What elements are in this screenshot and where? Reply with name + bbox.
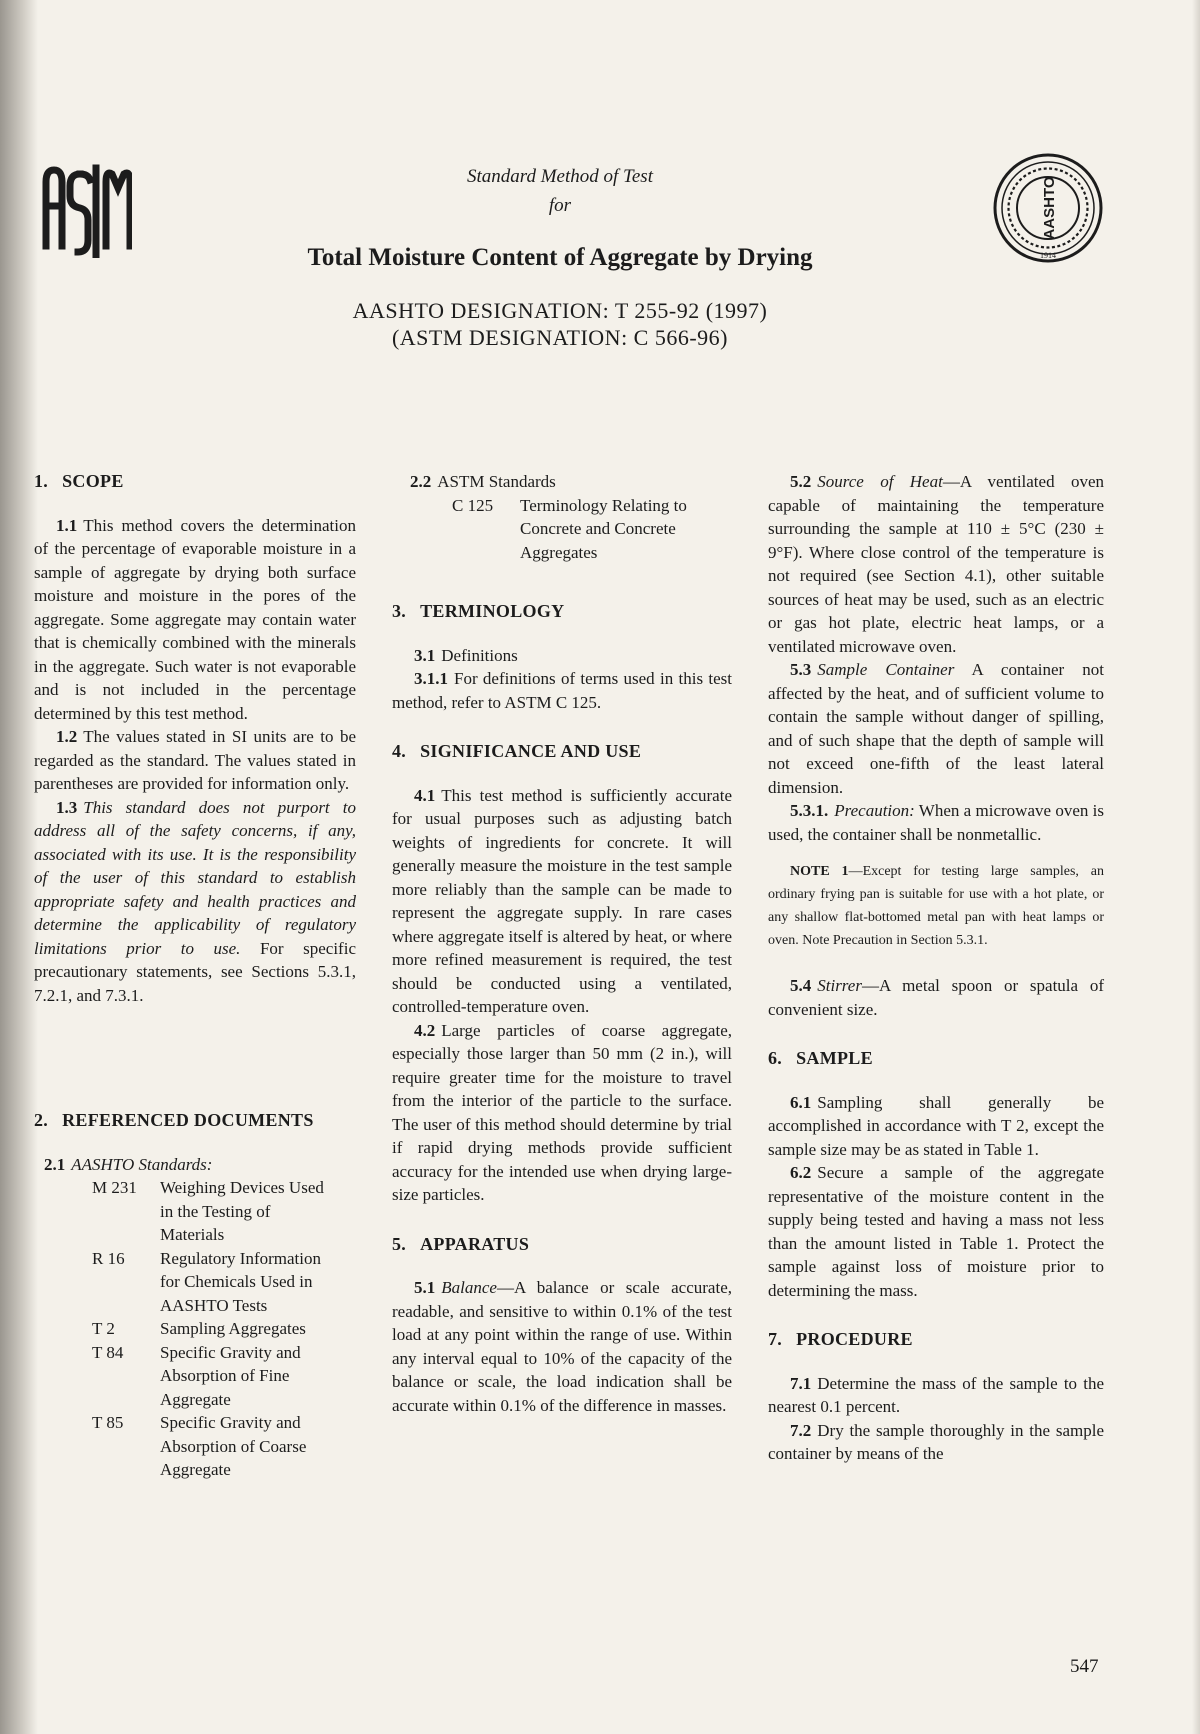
reference-description: Weighing Devices Used in the Testing of Materials <box>160 1178 324 1244</box>
list-item <box>92 1176 356 1247</box>
reference-description: Specific Gravity and Absorption of Coarse Aggregate <box>160 1413 307 1479</box>
section-heading-referenced-documents: 2. REFERENCED DOCUMENTS <box>34 1110 314 1130</box>
binding-shadow <box>0 0 38 1734</box>
paragraph-4-2: 4.2 Large particles of coarse aggregate, especially those larger than 50 mm (2 in.), will require greater time for the moisture to travel from the interior of the particle to the surface. The user of this method should determine by trial if rapid drying methods provide sufficient accuracy for the intended use when drying large-size particles. <box>392 1020 732 1204</box>
svg-text:1914: 1914 <box>1040 251 1056 260</box>
list-item: C 125 Terminology Relating to Concrete and Concrete Aggregates <box>452 495 687 562</box>
svg-text:AASHTO: AASHTO <box>1041 176 1058 240</box>
document-title: Total Moisture Content of Aggregate by Drying <box>307 244 813 271</box>
paragraph-5-2: 5.2 Source of Heat—A ventilated oven capable of maintaining the temperature surrounding the sample at 110 ± 5°C (230 ± 9°F). Where close control of the temperature is not required (see Section 4.1), other suitable sources of heat may be used, such as an electric or gas hot plate, electric heat lamps, or a ventilated microwave oven. <box>768 472 1104 656</box>
paragraph-2-2: 2.2 ASTM Standards <box>410 472 556 491</box>
paragraph-7-1: 7.1 Determine the mass of the sample to the nearest 0.1 percent. <box>768 1373 1104 1416</box>
list-item <box>92 1317 356 1341</box>
section-heading-sample: 6. SAMPLE <box>768 1048 873 1068</box>
section-heading-apparatus: 5. APPARATUS <box>392 1233 530 1254</box>
paragraph-1-2: 1.2 The values stated in SI units are to be regarded as the standard. The values stated in parentheses are provided for information only. <box>34 727 356 793</box>
page-number: 547 <box>1070 1656 1099 1677</box>
reference-description: Regulatory Information for Chemicals Used in AASHTO Tests <box>160 1248 321 1315</box>
aashto-designation: AASHTO DESIGNATION: T 255-92 (1997) <box>352 298 768 323</box>
aashto-standards-block <box>34 1153 356 1482</box>
paragraph-2-1: 2.1 AASHTO Standards: <box>44 1154 213 1174</box>
section-heading-scope: 1. SCOPE <box>34 471 124 491</box>
aashto-reference-list <box>44 1176 356 1482</box>
subtitle-standard-method: Standard Method of Test <box>467 166 653 187</box>
paragraph-6-2: 6.2 Secure a sample of the aggregate representative of the moisture content in the supply being tested and having a mass not less than the amount listed in Table 1. Protect the sample against loss of moisture prior to determining the mass. <box>768 1163 1104 1300</box>
paragraph-7-2: 7.2 Dry the sample thoroughly in the sample container by means of the <box>768 1420 1104 1463</box>
paragraph-5-4: 5.4 Stirrer—A metal spoon or spatula of convenient size. <box>768 976 1104 1019</box>
astm-logo <box>40 160 132 258</box>
reference-code: T 85 <box>92 1413 124 1432</box>
section-heading-significance: 4. SIGNIFICANCE AND USE <box>392 741 642 761</box>
paragraph-5-3: 5.3 Sample Container A container not affected by the heat, and of sufficient volume to contain the sample without danger of spilling, and of such shape that the depth of sample will not exceed one-fifth of the least lateral dimension. <box>768 660 1104 797</box>
list-item <box>92 1341 356 1412</box>
section-heading-procedure: 7. PROCEDURE <box>768 1329 913 1349</box>
list-item <box>92 1247 356 1318</box>
reference-description: Specific Gravity and Absorption of Fine Aggregate <box>160 1342 301 1409</box>
list-item <box>92 1411 356 1482</box>
aashto-seal <box>992 152 1104 264</box>
paragraph-1-1: 1.1 This method covers the determination of the percentage of evaporable moisture in a sample of aggregate by drying both surface moisture and moisture in the pores of the aggregate. Some aggregate may contain water that is chemically combined with the minerals in the aggregate. Such water is not evaporable and is not included in the percentage determined by this test method. <box>34 515 356 723</box>
column-left <box>34 470 356 1482</box>
reference-code: M 231 <box>92 1178 137 1197</box>
paragraph-3-1-1: 3.1.1 For definitions of terms used in this test method, refer to ASTM C 125. <box>392 669 732 712</box>
reference-code: T 84 <box>92 1342 124 1362</box>
section-heading-terminology: 3. TERMINOLOGY <box>392 601 565 621</box>
reference-description: Sampling Aggregates <box>160 1319 306 1338</box>
paragraph-5-3-1: 5.3.1. Precaution: When a microwave oven is used, the container shall be nonmetallic. <box>768 801 1104 844</box>
astm-reference-list <box>410 494 732 565</box>
paragraph-3-1: 3.1 Definitions <box>414 645 518 665</box>
column-right <box>768 470 1104 1466</box>
page-edge <box>1192 0 1200 1734</box>
reference-code: R 16 <box>92 1248 125 1268</box>
paragraph-6-1: 6.1 Sampling shall generally be accomplished in accordance with T 2, except the sample size may be as stated in Table 1. <box>768 1092 1104 1159</box>
reference-code: T 2 <box>92 1319 115 1338</box>
paragraph-5-1: 5.1 Balance—A balance or scale accurate, readable, and sensitive to within 0.1% of the test load at any point within the range of use. Within any interval equal to 10% of the capacity of the balance or scale, the load indication shall be accurate within 0.1% of the difference in masses. <box>392 1278 732 1415</box>
astm-standards-block <box>392 470 732 564</box>
column-middle <box>392 470 732 1417</box>
paragraph-4-1: 4.1 This test method is sufficiently accurate for usual purposes such as adjusting batch weights of ingredients for concrete. It will generally measure the moisture in the test sample more reliably than the sample can be made to represent the aggregate supply. In rare cases where aggregate itself is altered by heat, or where more refined measurement is required, the test should be conducted using a ventilated, controlled-temperature oven. <box>392 785 732 1016</box>
note-1: NOTE 1—Except for testing large samples, an ordinary frying pan is suitable for use with a hot plate, or any shallow flat-bottomed metal pan with heat lamps or oven. Note Precaution in Section 5.3.1. <box>768 864 1104 948</box>
paragraph-1-3: 1.3 This standard does not purport to address all of the safety concerns, if any, associated with its use. It is the responsibility of the user of this standard to establish appropriate safety and health practices and determine the applicability of regulatory limitations prior to use. For specific precautionary statements, see Sections 5.3.1, 7.2.1, and 7.3.1. <box>34 797 356 1005</box>
astm-designation: (ASTM DESIGNATION: C 566-96) <box>391 325 729 350</box>
subtitle-for: for <box>548 195 572 216</box>
